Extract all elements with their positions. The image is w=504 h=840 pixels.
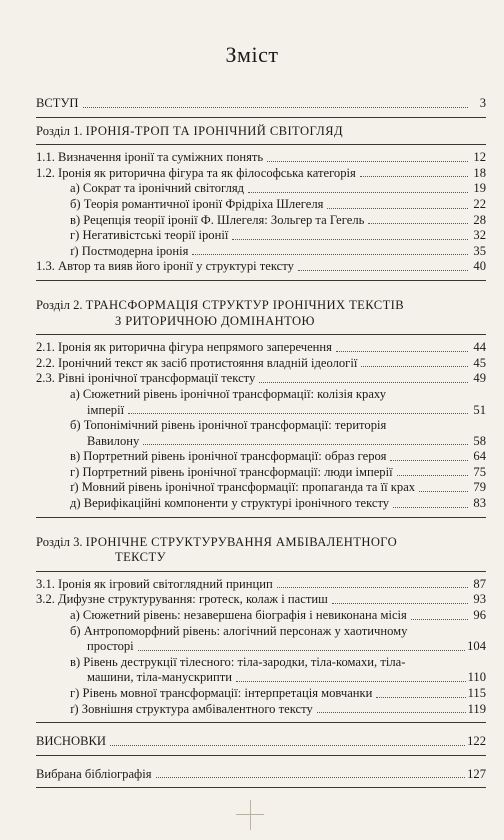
leader-dots (232, 239, 468, 240)
leader-dots (277, 587, 468, 588)
toc-entry-intro (36, 96, 486, 112)
toc-entry (36, 702, 486, 718)
toc-entry-label: в) Рівень деструкції тілесного: тіла-зародки, тіла-комахи, тіла- (70, 654, 406, 669)
toc-entry-label: а) Сюжетний рівень іронічної трансформації: колізія краху (70, 386, 387, 401)
toc-page-number: 64 (473, 449, 486, 464)
leader-dots (336, 351, 468, 352)
divider (36, 117, 486, 118)
toc-entry-label: г) Портретний рівень іронічної трансформації: люди імперії (70, 464, 393, 479)
toc-page-number: 75 (473, 464, 486, 479)
table-of-contents (36, 96, 486, 793)
leader-dots (110, 745, 465, 746)
leader-dots (138, 650, 465, 651)
toc-page-number: 96 (473, 608, 486, 623)
toc-page-number: 104 (467, 639, 486, 654)
toc-page-number: 58 (473, 433, 486, 448)
toc-page-number: 87 (473, 576, 486, 591)
toc-entry (36, 371, 486, 387)
leader-dots (128, 413, 468, 414)
toc-page-number: 35 (473, 243, 486, 258)
toc-entry-label: б) Топонімічний рівень іронічної трансформації: територія (70, 418, 387, 433)
toc-page-number: 28 (473, 212, 486, 227)
leader-dots (156, 777, 466, 778)
toc-page-number: 127 (467, 766, 486, 781)
crop-mark (236, 814, 264, 815)
section-title-continued: З РИТОРИЧНОЮ ДОМІНАНТОЮ (115, 313, 315, 328)
toc-entry-label: в) Портретний рівень іронічної трансформації: образ героя (70, 449, 387, 464)
toc-page-number: 49 (473, 371, 486, 386)
leader-dots (298, 270, 468, 271)
leader-dots (236, 681, 466, 682)
toc-page-number: 18 (473, 165, 486, 180)
toc-entry (36, 181, 486, 197)
toc-entry-label: 2.2. Іронічний текст як засіб протистояння владній ідеології (36, 355, 358, 370)
section-title: ТРАНСФОРМАЦІЯ СТРУКТУР ІРОНІЧНИХ ТЕКСТІВ (85, 297, 405, 312)
toc-entry (36, 259, 486, 275)
toc-entry-label-continued: імперії (70, 403, 126, 419)
leader-dots (368, 223, 468, 224)
toc-entry-label: ґ) Мовний рівень іронічної трансформації: пропаганда та її крах (70, 480, 416, 495)
toc-entry-label: ВСТУП (36, 96, 79, 110)
toc-page-number: 45 (473, 355, 486, 370)
toc-entry-label: г) Рівень мовної трансформації: інтерпретація мовчанки (70, 686, 373, 700)
leader-dots (267, 161, 468, 162)
toc-entry-label: 3.1. Іронія як ігровий світоглядний принцип (36, 576, 273, 591)
toc-entry-label: 2.3. Рівні іронічної трансформації тексту (36, 371, 256, 386)
toc-entry-label: а) Сюжетний рівень: незавершена біографія і невиконана місія (70, 608, 407, 623)
toc-page-number: 79 (473, 480, 486, 495)
toc-entry-label: а) Сократ та іронічний світогляд (70, 181, 245, 196)
toc-entry (36, 496, 486, 512)
section-1-entries (36, 150, 486, 275)
toc-entry (36, 387, 486, 418)
toc-entry (36, 449, 486, 465)
toc-entry-label: ґ) Зовнішня структура амбівалентного тексту (70, 701, 313, 716)
toc-entry-label: д) Верифікаційні компоненти у структурі іронічного тексту (70, 496, 390, 511)
toc-entry (36, 465, 486, 481)
leader-dots (361, 366, 468, 367)
toc-page-number: 22 (473, 196, 486, 211)
toc-page-number: 83 (473, 496, 486, 511)
divider (36, 334, 486, 335)
toc-entry (36, 592, 486, 608)
leader-dots (419, 491, 468, 492)
toc-entry (36, 686, 486, 702)
leader-dots (390, 460, 468, 461)
section-heading-1 (36, 124, 486, 140)
toc-entry-bibliography (36, 767, 486, 783)
toc-page-number: 19 (473, 181, 486, 196)
toc-entry (36, 340, 486, 356)
toc-entry-label: 1.2. Іронія як риторична фігура та як філософська категорія (36, 165, 356, 180)
toc-page-number: 12 (473, 150, 486, 165)
toc-page-number: 32 (473, 228, 486, 243)
divider (36, 517, 486, 518)
divider (36, 787, 486, 788)
leader-dots (192, 254, 468, 255)
toc-entry-label: Вибрана бібліографія (36, 766, 152, 781)
section-heading-3 (36, 535, 486, 566)
toc-entry-label-continued: просторі (70, 639, 136, 655)
toc-entry-label: 1.1. Визначення іронії та суміжних понять (36, 150, 264, 165)
section-title: ІРОНІЧНЕ СТРУКТУРУВАННЯ АМБІВАЛЕНТНОГО (85, 534, 398, 549)
toc-entry-label-continued: машини, тіла-манускрипти (70, 670, 234, 686)
toc-page-number: 119 (467, 701, 486, 716)
leader-dots (83, 107, 468, 108)
toc-entry-label: 3.2. Дифузне структурування: гротеск, колаж і пастиш (36, 592, 328, 607)
leader-dots (360, 176, 468, 177)
toc-page-number: 51 (473, 402, 486, 417)
toc-page-number: 40 (473, 259, 486, 274)
section-heading-2 (36, 298, 486, 329)
divider (36, 280, 486, 281)
divider (36, 722, 486, 723)
divider (36, 755, 486, 756)
section-title-continued: ТЕКСТУ (115, 550, 166, 565)
toc-entry (36, 655, 486, 686)
toc-entry (36, 608, 486, 624)
section-2-entries (36, 340, 486, 512)
toc-page-number: 115 (467, 686, 486, 700)
toc-entry-label: в) Рецепція теорії іронії Ф. Шлегеля: Зольгер та Гегель (70, 212, 365, 227)
section-number: Розділ 2. (36, 297, 86, 312)
leader-dots (327, 208, 468, 209)
section-number: Розділ 3. (36, 534, 86, 549)
toc-entry (36, 624, 486, 655)
section-number: Розділ 1. (36, 123, 86, 138)
page-title: Зміст (225, 42, 279, 67)
toc-entry-label: ґ) Постмодерна іронія (70, 243, 189, 258)
leader-dots (393, 507, 468, 508)
crop-mark (250, 800, 251, 830)
divider (36, 571, 486, 572)
toc-entry (36, 577, 486, 593)
toc-entry (36, 166, 486, 182)
toc-entry (36, 150, 486, 166)
toc-entry-label: ВИСНОВКИ (36, 734, 106, 749)
toc-entry (36, 480, 486, 496)
leader-dots (411, 619, 468, 620)
section-3-entries (36, 577, 486, 717)
toc-entry-label: 2.1. Іронія як риторична фігура непрямого заперечення (36, 340, 332, 355)
toc-entry-label-continued: Вавилону (70, 434, 141, 450)
toc-entry-conclusions (36, 734, 486, 750)
divider (36, 144, 486, 145)
leader-dots (397, 475, 468, 476)
leader-dots (332, 603, 468, 604)
toc-page-number: 3 (479, 96, 486, 110)
toc-entry (36, 197, 486, 213)
toc-page-number: 44 (473, 340, 486, 355)
section-title: ІРОНІЯ-ТРОП ТА ІРОНІЧНИЙ СВІТОГЛЯД (85, 123, 343, 138)
toc-page-number: 122 (467, 734, 486, 749)
leader-dots (259, 382, 468, 383)
toc-page-number: 93 (473, 592, 486, 607)
leader-dots (248, 192, 468, 193)
leader-dots (376, 697, 465, 698)
toc-entry-label: б) Антропоморфний рівень: алогічний персонаж у хаотичному (70, 623, 408, 638)
toc-entry-label: б) Теорія романтичної іронії Фрідріха Шлегеля (70, 196, 324, 211)
toc-entry (36, 228, 486, 244)
toc-page-number: 110 (467, 670, 486, 685)
toc-entry (36, 213, 486, 229)
toc-entry (36, 244, 486, 260)
toc-entry-label: г) Негативістські теорії іронії (70, 228, 229, 243)
leader-dots (317, 712, 466, 713)
toc-entry (36, 356, 486, 372)
leader-dots (143, 444, 468, 445)
toc-entry-label: 1.3. Автор та вияв його іронії у структурі тексту (36, 259, 294, 274)
toc-entry (36, 418, 486, 449)
